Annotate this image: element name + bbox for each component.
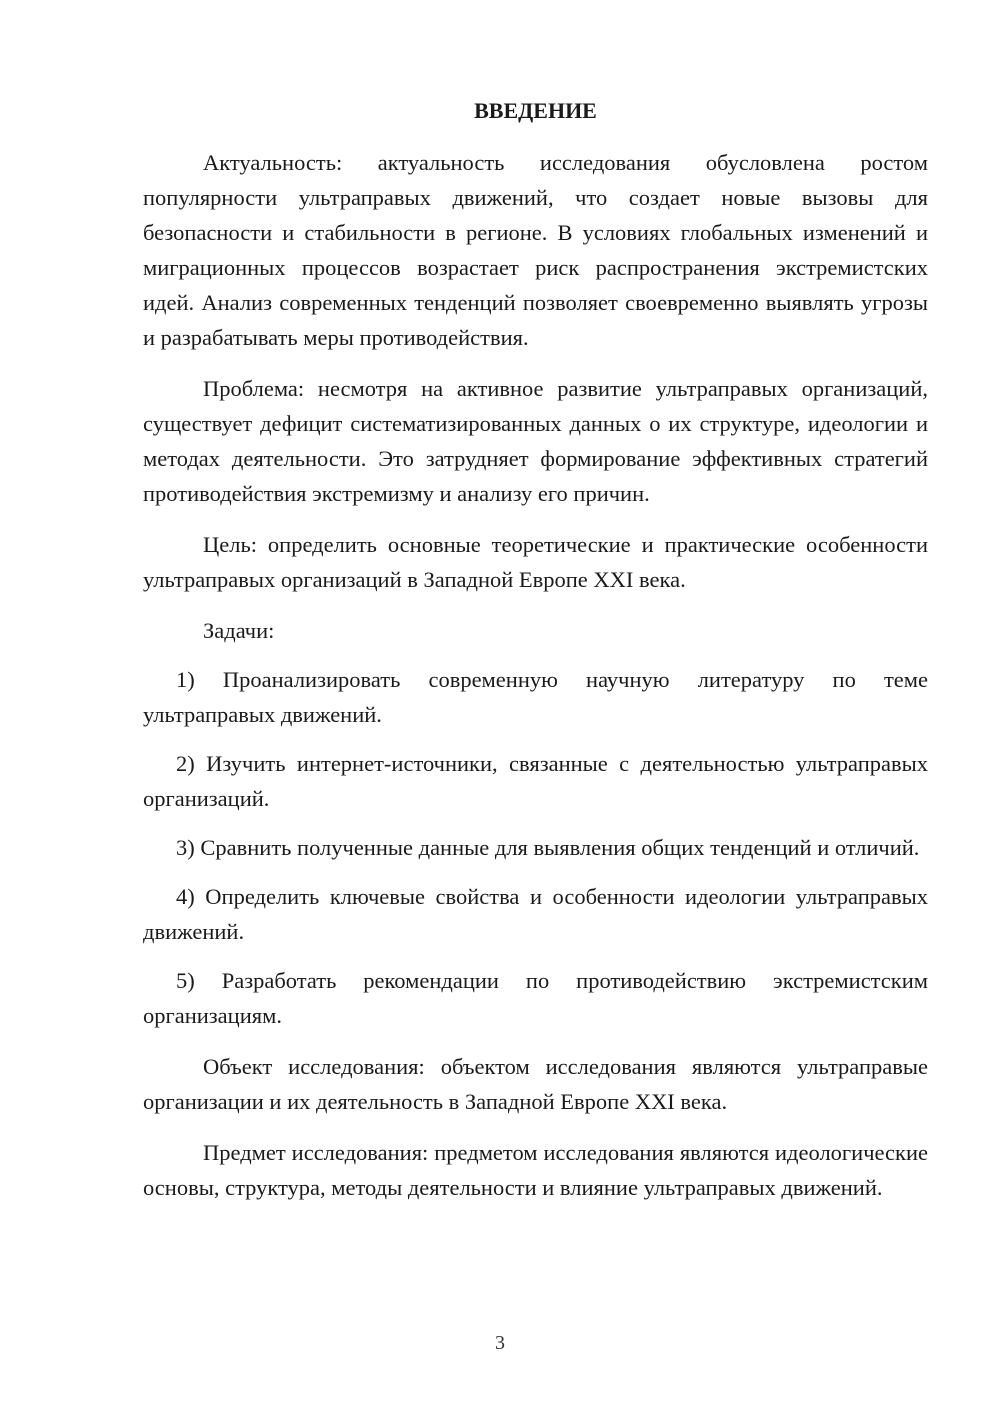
paragraph-goal: Цель: определить основные теоретические и практические особенности ультраправых организаций в Западной Европе XXI века.	[143, 532, 928, 592]
task-item: 3) Сравнить полученные данные для выявления общих тенденций и отличий.	[176, 835, 920, 860]
section-title: ВВЕДЕНИЕ	[474, 98, 597, 123]
task-item: 1) Проанализировать современную научную литературу по теме ультраправых движений.	[143, 667, 928, 727]
paragraph-problem: Проблема: несмотря на активное развитие ультраправых организаций, существует дефицит систематизированных данных о их структуре, идеологии и методах деятельности. Это затрудняет формирование эффективных стратегий противодействия экстремизму и анализу его причин.	[143, 376, 928, 506]
paragraph-actuality: Актуальность: актуальность исследования обусловлена ростом популярности ультраправых движений, что создает новые вызовы для безопасности и стабильности в регионе. В условиях глобальных изменений и миграционных процессов возрастает риск распространения экстремистских идей. Анализ современных тенденций позволяет своевременно выявлять угрозы и разрабатывать меры противодействия.	[143, 150, 928, 350]
task-item: 5) Разработать рекомендации по противодействию экстремистским организациям.	[143, 968, 928, 1028]
paragraph-subject: Предмет исследования: предметом исследования являются идеологические основы, структура, методы деятельности и влияние ультраправых движений.	[143, 1140, 928, 1200]
tasks-label: Задачи:	[203, 618, 275, 643]
paragraph-object: Объект исследования: объектом исследования являются ультраправые организации и их деятельность в Западной Европе XXI века.	[143, 1054, 928, 1114]
task-item: 2) Изучить интернет-источники, связанные с деятельностью ультраправых организаций.	[143, 751, 928, 811]
task-item: 4) Определить ключевые свойства и особенности идеологии ультраправых движений.	[143, 884, 928, 944]
document-page	[143, 96, 928, 1205]
page-number: 3	[495, 1332, 505, 1354]
